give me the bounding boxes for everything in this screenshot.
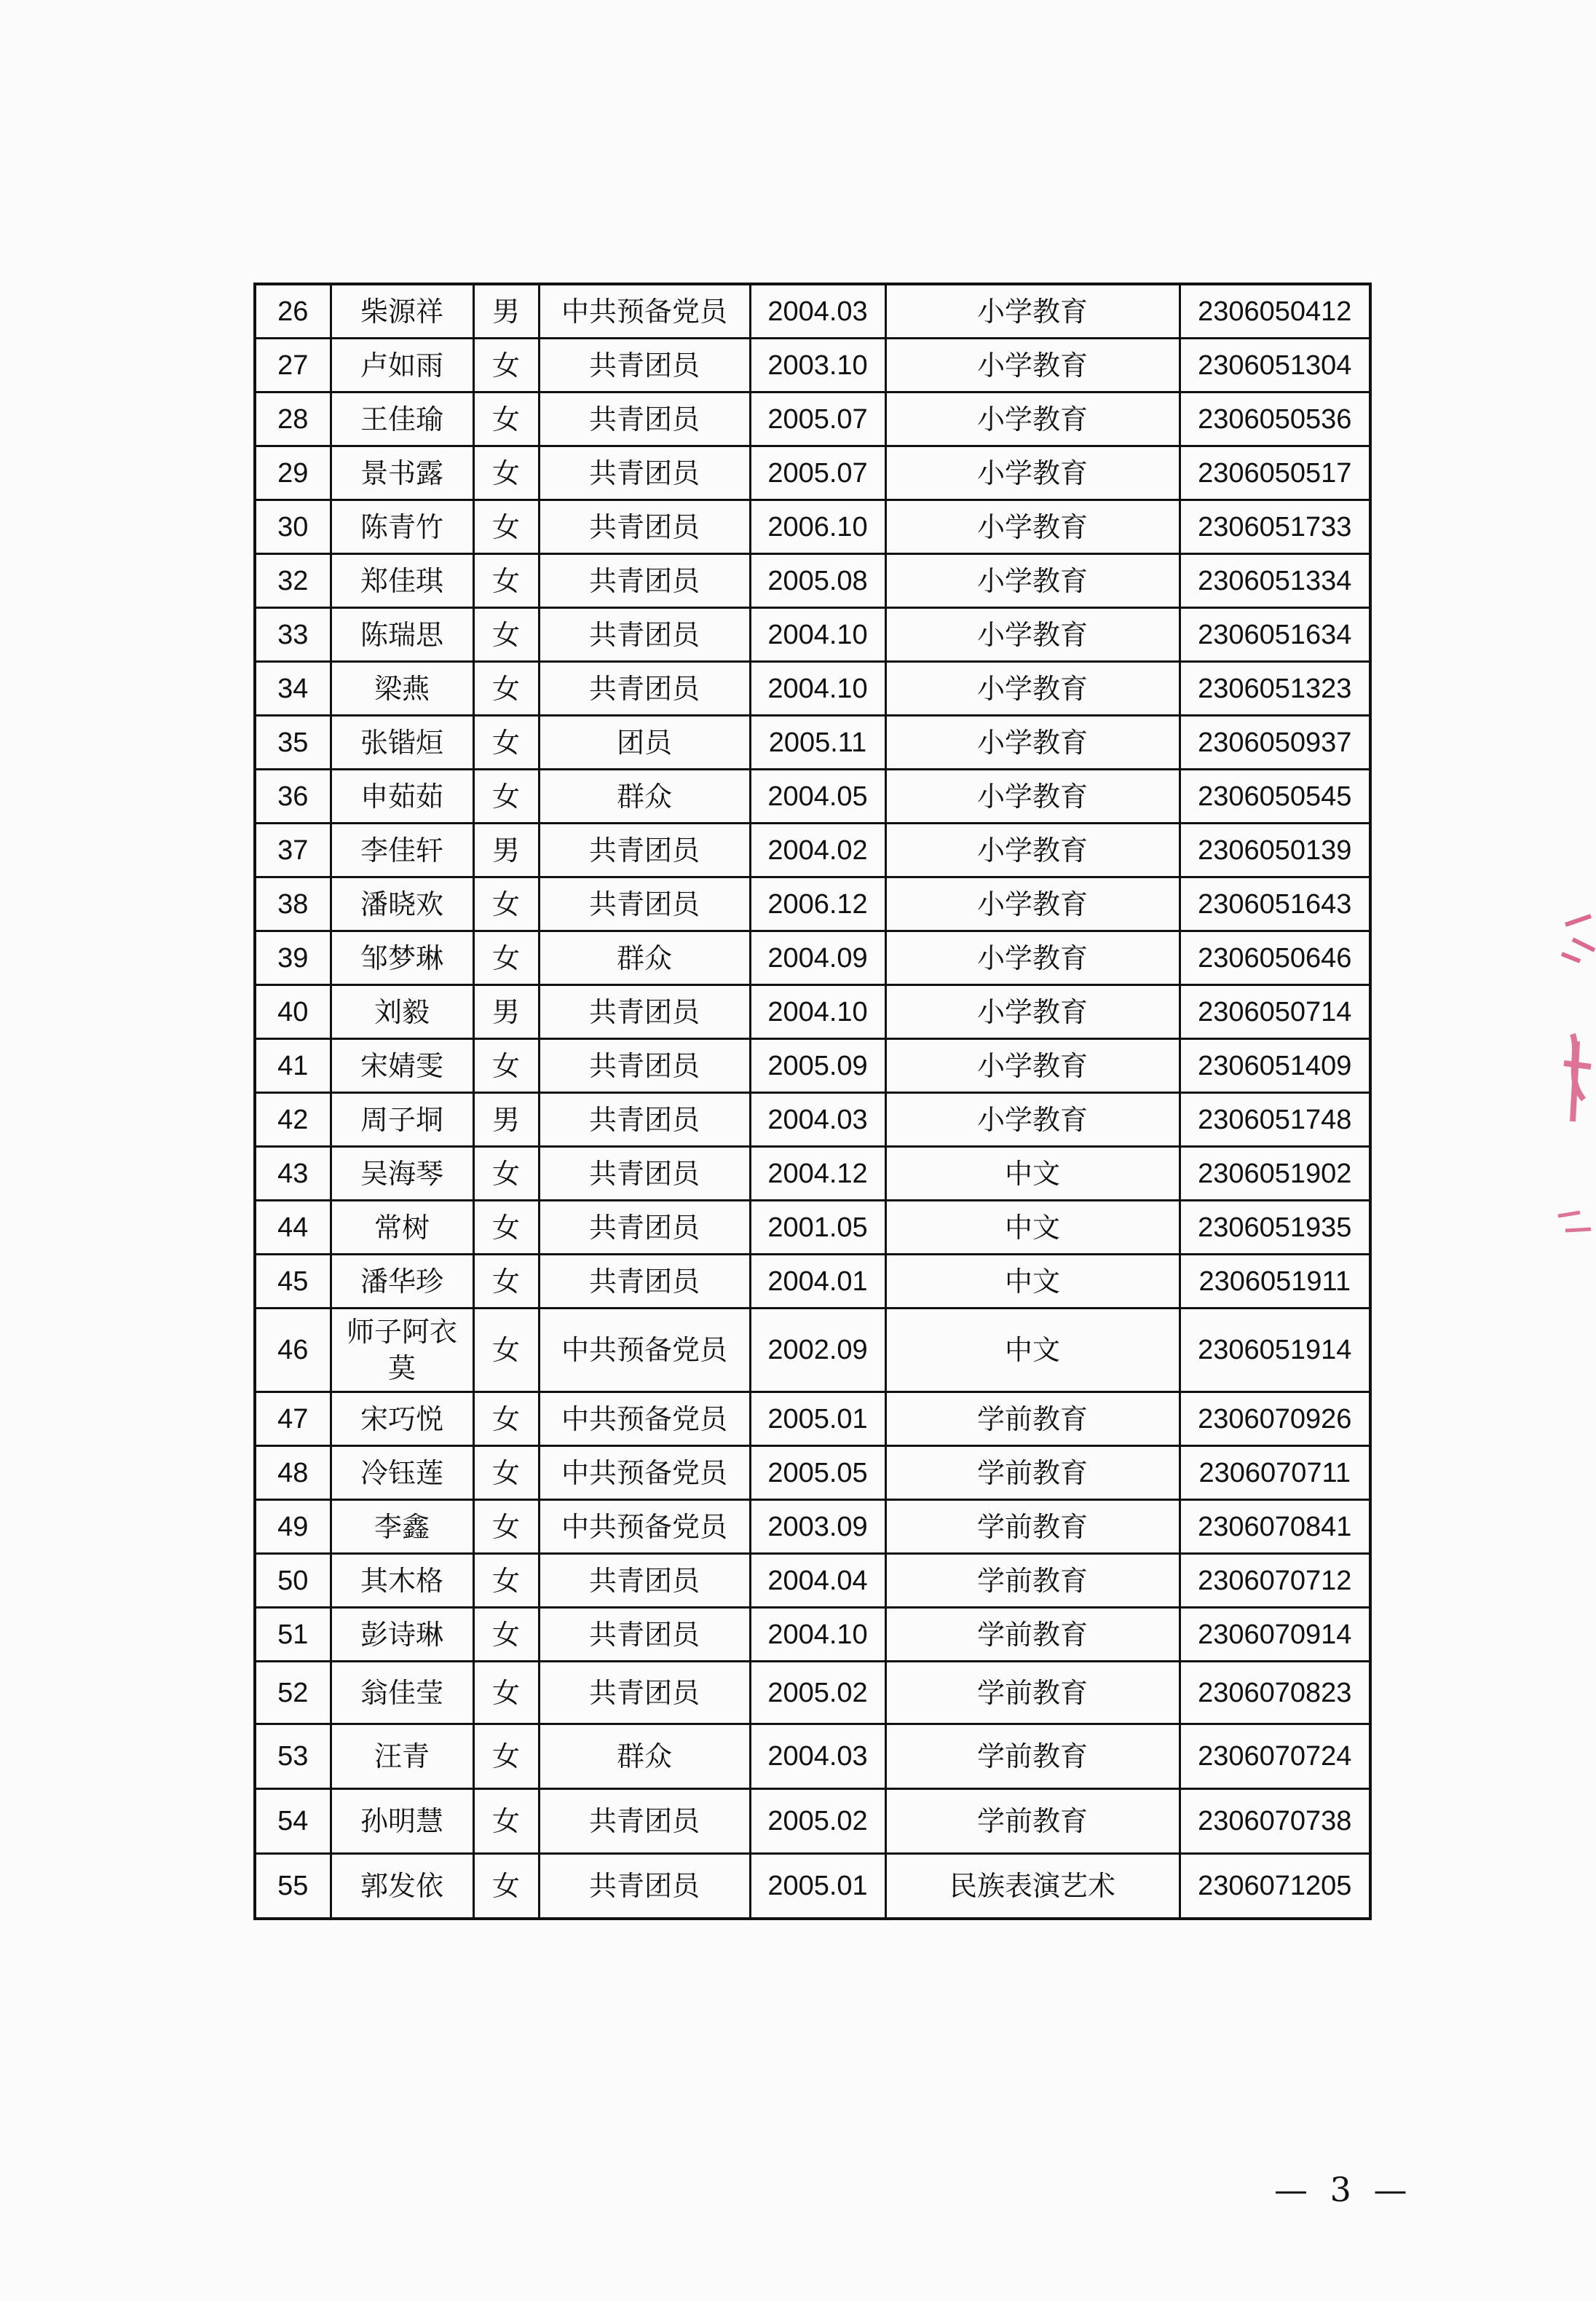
political-status-cell: 中共预备党员 [539, 1309, 750, 1392]
student-name-cell: 周子垌 [331, 1093, 473, 1147]
birth-date-cell: 2003.09 [750, 1500, 885, 1554]
student-roster-table [253, 283, 1372, 1920]
birth-date-cell: 2005.11 [750, 716, 885, 770]
major-cell: 小学教育 [885, 716, 1180, 770]
table-row [255, 1309, 1370, 1392]
birth-date-cell: 2005.01 [750, 1854, 885, 1919]
political-status-cell: 中共预备党员 [539, 1392, 750, 1446]
gender-cell: 女 [473, 1662, 539, 1724]
political-status-cell: 共青团员 [539, 339, 750, 392]
political-status-cell: 共青团员 [539, 608, 750, 662]
table-row [255, 716, 1370, 770]
row-number-cell: 47 [255, 1392, 331, 1446]
row-number-cell: 43 [255, 1147, 331, 1201]
gender-cell: 女 [473, 1201, 539, 1255]
gender-cell: 女 [473, 1789, 539, 1854]
student-id-cell: 2306050545 [1180, 770, 1370, 824]
major-cell: 小学教育 [885, 770, 1180, 824]
political-status-cell: 中共预备党员 [539, 284, 750, 339]
gender-cell: 女 [473, 1500, 539, 1554]
table-row [255, 1608, 1370, 1662]
row-number-cell: 26 [255, 284, 331, 339]
row-number-cell: 29 [255, 446, 331, 500]
political-status-cell: 共青团员 [539, 392, 750, 446]
row-number-cell: 39 [255, 931, 331, 985]
student-name-cell: 吴海琴 [331, 1147, 473, 1201]
row-number-cell: 40 [255, 985, 331, 1039]
gender-cell: 男 [473, 824, 539, 877]
birth-date-cell: 2004.02 [750, 824, 885, 877]
political-status-cell: 共青团员 [539, 1789, 750, 1854]
table-row [255, 1789, 1370, 1854]
student-id-cell: 2306051304 [1180, 339, 1370, 392]
table-row [255, 1039, 1370, 1093]
row-number-cell: 36 [255, 770, 331, 824]
major-cell: 小学教育 [885, 824, 1180, 877]
table-row [255, 877, 1370, 931]
major-cell: 小学教育 [885, 931, 1180, 985]
birth-date-cell: 2005.01 [750, 1392, 885, 1446]
row-number-cell: 44 [255, 1201, 331, 1255]
political-status-cell: 团员 [539, 716, 750, 770]
student-name-cell: 宋婧雯 [331, 1039, 473, 1093]
major-cell: 中文 [885, 1147, 1180, 1201]
student-id-cell: 2306050536 [1180, 392, 1370, 446]
row-number-cell: 45 [255, 1255, 331, 1309]
row-number-cell: 33 [255, 608, 331, 662]
student-id-cell: 2306051748 [1180, 1093, 1370, 1147]
birth-date-cell: 2004.01 [750, 1255, 885, 1309]
political-status-cell: 共青团员 [539, 554, 750, 608]
student-name-cell: 翁佳莹 [331, 1662, 473, 1724]
row-number-cell: 48 [255, 1446, 331, 1500]
gender-cell: 女 [473, 1446, 539, 1500]
row-number-cell: 30 [255, 500, 331, 554]
student-id-cell: 2306050517 [1180, 446, 1370, 500]
major-cell: 小学教育 [885, 446, 1180, 500]
gender-cell: 女 [473, 1554, 539, 1608]
student-id-cell: 2306051634 [1180, 608, 1370, 662]
major-cell: 学前教育 [885, 1608, 1180, 1662]
student-name-cell: 彭诗琳 [331, 1608, 473, 1662]
student-id-cell: 2306051334 [1180, 554, 1370, 608]
student-id-cell: 2306070712 [1180, 1554, 1370, 1608]
gender-cell: 男 [473, 284, 539, 339]
table-row [255, 1147, 1370, 1201]
birth-date-cell: 2003.10 [750, 339, 885, 392]
row-number-cell: 32 [255, 554, 331, 608]
political-status-cell: 共青团员 [539, 1201, 750, 1255]
table-row [255, 446, 1370, 500]
gender-cell: 女 [473, 716, 539, 770]
major-cell: 中文 [885, 1309, 1180, 1392]
political-status-cell: 共青团员 [539, 824, 750, 877]
gender-cell: 女 [473, 339, 539, 392]
student-name-cell: 冷钰莲 [331, 1446, 473, 1500]
major-cell: 小学教育 [885, 608, 1180, 662]
gender-cell: 女 [473, 1255, 539, 1309]
birth-date-cell: 2005.09 [750, 1039, 885, 1093]
student-id-cell: 2306070711 [1180, 1446, 1370, 1500]
major-cell: 学前教育 [885, 1724, 1180, 1789]
gender-cell: 女 [473, 1854, 539, 1919]
major-cell: 小学教育 [885, 500, 1180, 554]
student-id-cell: 2306050937 [1180, 716, 1370, 770]
gender-cell: 女 [473, 500, 539, 554]
table-row [255, 1500, 1370, 1554]
table-row [255, 770, 1370, 824]
gender-cell: 女 [473, 877, 539, 931]
gender-cell: 女 [473, 1392, 539, 1446]
student-id-cell: 2306051935 [1180, 1201, 1370, 1255]
birth-date-cell: 2001.05 [750, 1201, 885, 1255]
student-id-cell: 2306051902 [1180, 1147, 1370, 1201]
birth-date-cell: 2004.10 [750, 1608, 885, 1662]
student-name-cell: 王佳瑜 [331, 392, 473, 446]
political-status-cell: 共青团员 [539, 500, 750, 554]
gender-cell: 男 [473, 1093, 539, 1147]
birth-date-cell: 2004.04 [750, 1554, 885, 1608]
table-row [255, 1392, 1370, 1446]
political-status-cell: 共青团员 [539, 1662, 750, 1724]
student-id-cell: 2306070926 [1180, 1392, 1370, 1446]
student-name-cell: 梁燕 [331, 662, 473, 716]
row-number-cell: 27 [255, 339, 331, 392]
table-row [255, 1662, 1370, 1724]
major-cell: 中文 [885, 1255, 1180, 1309]
major-cell: 小学教育 [885, 662, 1180, 716]
table-row [255, 284, 1370, 339]
student-name-cell: 师子阿衣莫 [331, 1309, 473, 1392]
gender-cell: 男 [473, 985, 539, 1039]
political-status-cell: 群众 [539, 931, 750, 985]
gender-cell: 女 [473, 392, 539, 446]
political-status-cell: 共青团员 [539, 1608, 750, 1662]
birth-date-cell: 2004.03 [750, 284, 885, 339]
birth-date-cell: 2005.07 [750, 392, 885, 446]
row-number-cell: 28 [255, 392, 331, 446]
gender-cell: 女 [473, 446, 539, 500]
student-name-cell: 景书露 [331, 446, 473, 500]
student-id-cell: 2306050646 [1180, 931, 1370, 985]
gender-cell: 女 [473, 1724, 539, 1789]
major-cell: 学前教育 [885, 1662, 1180, 1724]
row-number-cell: 41 [255, 1039, 331, 1093]
political-status-cell: 共青团员 [539, 877, 750, 931]
political-status-cell: 共青团员 [539, 1554, 750, 1608]
table-row [255, 1854, 1370, 1919]
student-name-cell: 卢如雨 [331, 339, 473, 392]
student-name-cell: 郑佳琪 [331, 554, 473, 608]
political-status-cell: 群众 [539, 770, 750, 824]
table-row [255, 662, 1370, 716]
student-name-cell: 宋巧悦 [331, 1392, 473, 1446]
student-name-cell: 李佳轩 [331, 824, 473, 877]
student-id-cell: 2306051914 [1180, 1309, 1370, 1392]
row-number-cell: 34 [255, 662, 331, 716]
table-row [255, 1554, 1370, 1608]
table-row [255, 931, 1370, 985]
student-id-cell: 2306051409 [1180, 1039, 1370, 1093]
political-status-cell: 中共预备党员 [539, 1446, 750, 1500]
row-number-cell: 42 [255, 1093, 331, 1147]
birth-date-cell: 2004.03 [750, 1093, 885, 1147]
birth-date-cell: 2004.05 [750, 770, 885, 824]
student-name-cell: 陈瑞思 [331, 608, 473, 662]
student-name-cell: 邹梦琳 [331, 931, 473, 985]
student-name-cell: 李鑫 [331, 1500, 473, 1554]
gender-cell: 女 [473, 608, 539, 662]
row-number-cell: 54 [255, 1789, 331, 1854]
student-id-cell: 2306070841 [1180, 1500, 1370, 1554]
major-cell: 小学教育 [885, 339, 1180, 392]
student-id-cell: 2306070914 [1180, 1608, 1370, 1662]
birth-date-cell: 2005.05 [750, 1446, 885, 1500]
roster-body [255, 284, 1370, 1919]
table-row [255, 392, 1370, 446]
birth-date-cell: 2005.07 [750, 446, 885, 500]
major-cell: 小学教育 [885, 1039, 1180, 1093]
student-name-cell: 汪青 [331, 1724, 473, 1789]
student-id-cell: 2306071205 [1180, 1854, 1370, 1919]
birth-date-cell: 2006.12 [750, 877, 885, 931]
gender-cell: 女 [473, 1608, 539, 1662]
birth-date-cell: 2004.12 [750, 1147, 885, 1201]
birth-date-cell: 2004.09 [750, 931, 885, 985]
student-id-cell: 2306051643 [1180, 877, 1370, 931]
birth-date-cell: 2005.02 [750, 1662, 885, 1724]
major-cell: 学前教育 [885, 1392, 1180, 1446]
row-number-cell: 38 [255, 877, 331, 931]
row-number-cell: 49 [255, 1500, 331, 1554]
student-name-cell: 其木格 [331, 1554, 473, 1608]
table-row [255, 1201, 1370, 1255]
student-id-cell: 2306051911 [1180, 1255, 1370, 1309]
row-number-cell: 50 [255, 1554, 331, 1608]
table-row [255, 824, 1370, 877]
political-status-cell: 共青团员 [539, 1854, 750, 1919]
major-cell: 学前教育 [885, 1789, 1180, 1854]
major-cell: 民族表演艺术 [885, 1854, 1180, 1919]
birth-date-cell: 2002.09 [750, 1309, 885, 1392]
major-cell: 小学教育 [885, 985, 1180, 1039]
major-cell: 小学教育 [885, 392, 1180, 446]
table-row [255, 1255, 1370, 1309]
political-status-cell: 共青团员 [539, 1147, 750, 1201]
student-id-cell: 2306051733 [1180, 500, 1370, 554]
row-number-cell: 53 [255, 1724, 331, 1789]
student-id-cell: 2306070823 [1180, 1662, 1370, 1724]
major-cell: 小学教育 [885, 554, 1180, 608]
row-number-cell: 35 [255, 716, 331, 770]
table-row [255, 985, 1370, 1039]
political-status-cell: 中共预备党员 [539, 1500, 750, 1554]
student-id-cell: 2306050714 [1180, 985, 1370, 1039]
table-row [255, 1724, 1370, 1789]
student-name-cell: 郭发依 [331, 1854, 473, 1919]
major-cell: 学前教育 [885, 1554, 1180, 1608]
student-id-cell: 2306070738 [1180, 1789, 1370, 1854]
student-name-cell: 陈青竹 [331, 500, 473, 554]
student-id-cell: 2306051323 [1180, 662, 1370, 716]
political-status-cell: 群众 [539, 1724, 750, 1789]
table-row [255, 339, 1370, 392]
political-status-cell: 共青团员 [539, 985, 750, 1039]
birth-date-cell: 2005.02 [750, 1789, 885, 1854]
student-id-cell: 2306050412 [1180, 284, 1370, 339]
gender-cell: 女 [473, 554, 539, 608]
student-name-cell: 刘毅 [331, 985, 473, 1039]
student-name-cell: 常树 [331, 1201, 473, 1255]
table-row [255, 1446, 1370, 1500]
birth-date-cell: 2004.10 [750, 985, 885, 1039]
major-cell: 小学教育 [885, 1093, 1180, 1147]
birth-date-cell: 2004.10 [750, 608, 885, 662]
student-name-cell: 孙明慧 [331, 1789, 473, 1854]
table-row [255, 608, 1370, 662]
birth-date-cell: 2005.08 [750, 554, 885, 608]
row-number-cell: 37 [255, 824, 331, 877]
student-id-cell: 2306050139 [1180, 824, 1370, 877]
major-cell: 小学教育 [885, 284, 1180, 339]
student-name-cell: 潘晓欢 [331, 877, 473, 931]
major-cell: 学前教育 [885, 1500, 1180, 1554]
page-number: — 3 — [1274, 2170, 1413, 2209]
student-id-cell: 2306070724 [1180, 1724, 1370, 1789]
political-status-cell: 共青团员 [539, 1039, 750, 1093]
major-cell: 中文 [885, 1201, 1180, 1255]
table-row [255, 554, 1370, 608]
gender-cell: 女 [473, 662, 539, 716]
row-number-cell: 46 [255, 1309, 331, 1392]
row-number-cell: 52 [255, 1662, 331, 1724]
student-name-cell: 潘华珍 [331, 1255, 473, 1309]
political-status-cell: 共青团员 [539, 662, 750, 716]
political-status-cell: 共青团员 [539, 446, 750, 500]
birth-date-cell: 2004.03 [750, 1724, 885, 1789]
row-number-cell: 55 [255, 1854, 331, 1919]
red-seal-fragment [1551, 910, 1596, 1245]
political-status-cell: 共青团员 [539, 1093, 750, 1147]
birth-date-cell: 2004.10 [750, 662, 885, 716]
row-number-cell: 51 [255, 1608, 331, 1662]
birth-date-cell: 2006.10 [750, 500, 885, 554]
student-name-cell: 申茹茹 [331, 770, 473, 824]
gender-cell: 女 [473, 1309, 539, 1392]
gender-cell: 女 [473, 1039, 539, 1093]
student-name-cell: 柴源祥 [331, 284, 473, 339]
political-status-cell: 共青团员 [539, 1255, 750, 1309]
gender-cell: 女 [473, 931, 539, 985]
table-row [255, 1093, 1370, 1147]
major-cell: 学前教育 [885, 1446, 1180, 1500]
gender-cell: 女 [473, 770, 539, 824]
major-cell: 小学教育 [885, 877, 1180, 931]
student-name-cell: 张锴烜 [331, 716, 473, 770]
gender-cell: 女 [473, 1147, 539, 1201]
table-row [255, 500, 1370, 554]
